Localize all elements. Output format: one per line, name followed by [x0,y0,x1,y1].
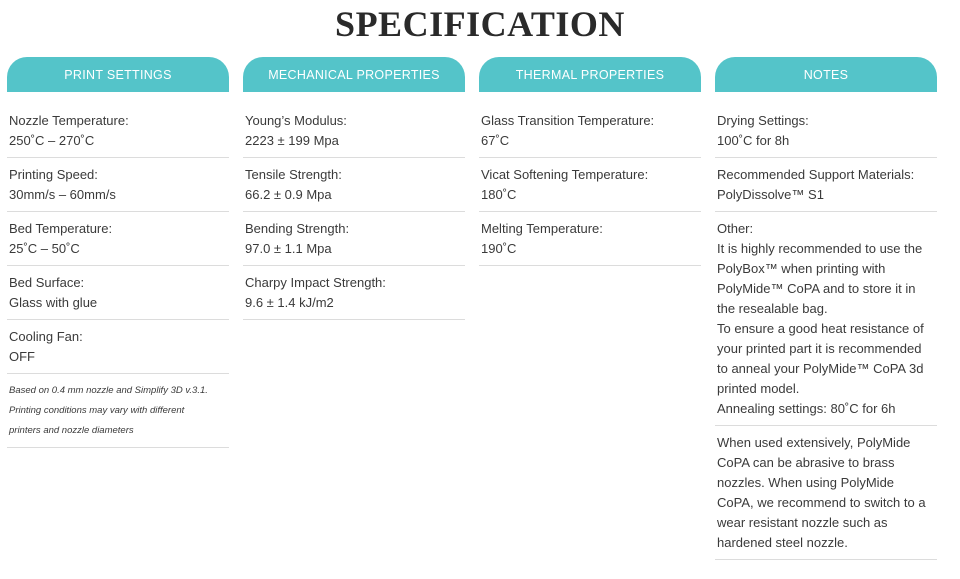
spec-row-tensile-strength [243,158,465,212]
spec-label: Drying Settings: [717,113,809,128]
note-line: Printing conditions may vary with different [9,405,185,416]
spec-row-bed-surface [7,266,229,320]
note-line: To ensure a good heat resistance of [717,321,924,336]
note-line: printers and nozzle diameters [9,425,134,436]
spec-row-cooling-fan [7,320,229,374]
spec-row-printing-speed [7,158,229,212]
spec-value: PolyDissolve™ S1 [717,187,824,202]
spec-label: Nozzle Temperature: [9,113,129,128]
spec-value: 67˚C [481,133,510,148]
spec-row-melting-temperature [479,212,701,266]
spec-row-bed-temperature [7,212,229,266]
spec-row-vicat-softening [479,158,701,212]
note-line: PolyMide™ CoPA and to store it in [717,281,916,296]
spec-value: OFF [9,349,35,364]
spec-label: Bed Surface: [9,275,85,290]
note-line: hardened steel nozzle. [717,535,848,550]
tab-notes[interactable]: NOTES [715,57,937,92]
notes-abrasion-warning [715,426,937,560]
note-line: CoPA can be abrasive to brass [717,455,895,470]
print-settings-note [7,374,229,448]
tab-print-settings[interactable]: PRINT SETTINGS [7,57,229,92]
spec-value: 66.2 ± 0.9 Mpa [245,187,332,202]
note-line: PolyBox™ when printing with [717,261,886,276]
print-settings-column [7,57,229,448]
spec-label: Recommended Support Materials: [717,167,915,182]
spec-value: 30mm/s – 60mm/s [9,187,116,202]
spec-value: 100˚C for 8h [717,133,790,148]
spec-label: Other: [717,221,754,236]
note-line: Based on 0.4 mm nozzle and Simplify 3D v.3.1. [9,385,208,396]
note-line: nozzles. When using PolyMide [717,475,895,490]
note-line: your printed part it is recommended [717,341,922,356]
note-line: printed model. [717,381,800,396]
spec-label: Bending Strength: [245,221,350,236]
note-line: to anneal your PolyMide™ CoPA 3d [717,361,924,376]
spec-row-youngs-modulus [243,107,465,158]
notes-other [715,212,937,426]
spec-label: Glass Transition Temperature: [481,113,655,128]
spec-label: Tensile Strength: [245,167,342,182]
spec-row-support-materials [715,158,937,212]
note-line: CoPA, we recommend to switch to a [717,495,926,510]
note-line: the resealable bag. [717,301,828,316]
note-line: Annealing settings: 80˚C for 6h [717,401,896,416]
spec-label: Melting Temperature: [481,221,603,236]
spec-value: 9.6 ± 1.4 kJ/m2 [245,295,334,310]
spec-value: Glass with glue [9,295,98,310]
spec-value: 190˚C [481,241,517,256]
spec-label: Cooling Fan: [9,329,83,344]
spec-row-drying-settings [715,107,937,158]
mechanical-properties-column [243,57,465,320]
note-line: wear resistant nozzle such as [717,515,888,530]
spec-row-bending-strength [243,212,465,266]
tab-thermal-properties[interactable]: THERMAL PROPERTIES [479,57,701,92]
spec-row-nozzle-temperature [7,107,229,158]
spec-value: 97.0 ± 1.1 Mpa [245,241,332,256]
spec-row-glass-transition [479,107,701,158]
spec-label: Young’s Modulus: [245,113,347,128]
spec-value: 25˚C – 50˚C [9,241,80,256]
spec-label: Charpy Impact Strength: [245,275,386,290]
spec-label: Printing Speed: [9,167,98,182]
spec-value: 180˚C [481,187,517,202]
spec-value: 250˚C – 270˚C [9,133,95,148]
spec-row-charpy-impact-strength [243,266,465,320]
spec-label: Vicat Softening Temperature: [481,167,649,182]
tab-mechanical-properties[interactable]: MECHANICAL PROPERTIES [243,57,465,92]
spec-value: 2223 ± 199 Mpa [245,133,339,148]
thermal-properties-column [479,57,701,266]
spec-label: Bed Temperature: [9,221,113,236]
page-title: SPECIFICATION [335,4,625,44]
notes-column [715,57,937,560]
note-line: It is highly recommended to use the [717,241,923,256]
note-line: When used extensively, PolyMide [717,435,911,450]
